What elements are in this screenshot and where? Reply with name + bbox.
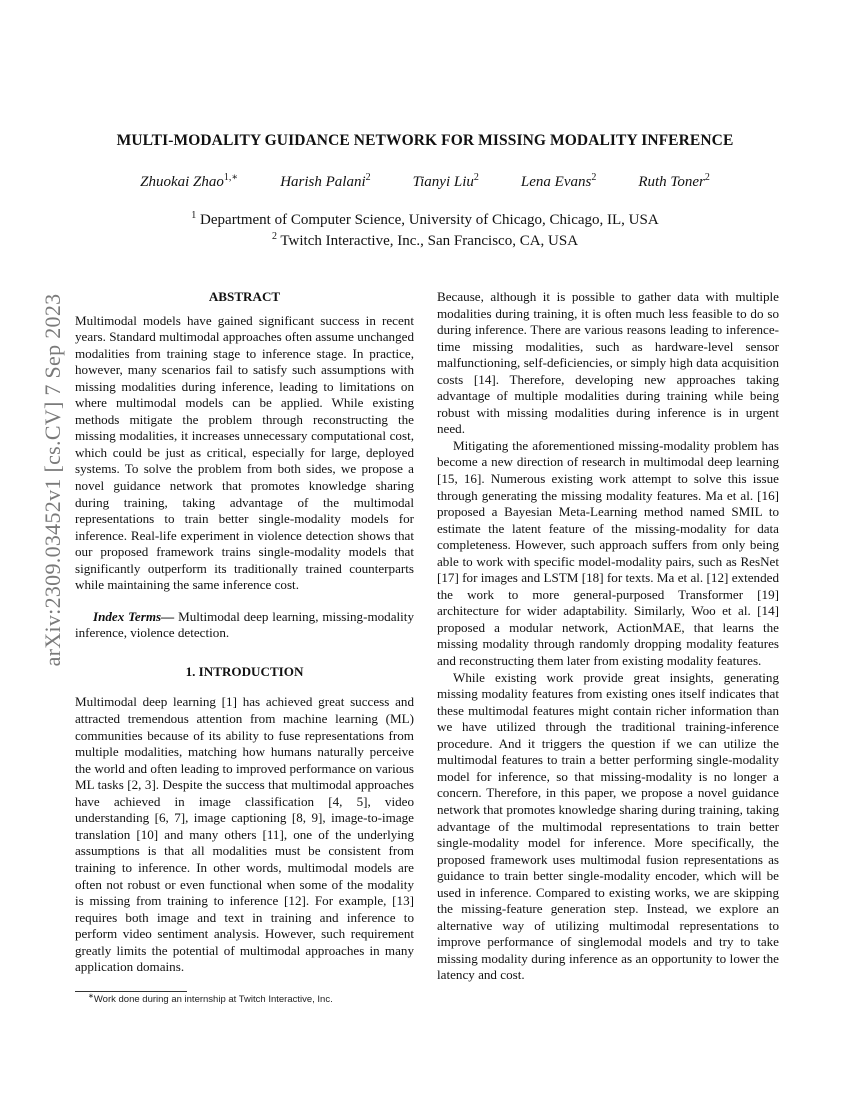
body-paragraph: While existing work provide great insights, generating missing modality features from existing ones itself indicates that these multimodal features might contain richer information than we have utilized through the traditional training-inference procedure. And it triggers the question if we can utilize the multimodal features to train a better performing single-modality model for inference, so that missing-modality is no longer a concern. Therefore, in this paper, we propose a novel guidance network that promotes knowledge sharing during training, taking advantage of the multimodal representations to train better single-modality model for inference. More specifically, the proposed framework uses multimodal fusion representations as guidance to train better single-modality encoder, which will be used in inference. Compared to existing works, we are skipping the missing-feature generation step. Instead, we explore an alternative way of utilizing multimodal representations to improve performance of singlemodal models and try to take missing modality during inference as an opportunity to lower the latency and cost. bbox=[437, 669, 779, 983]
index-terms-label: Index Terms— bbox=[93, 608, 175, 624]
author-name: Tianyi Liu bbox=[412, 174, 474, 190]
index-terms-text: Multimodal deep learning, missing-modality inference, violence detection. bbox=[75, 608, 414, 641]
author-affiliation-mark: 2 bbox=[704, 172, 710, 183]
author-affiliation-mark: 2 bbox=[591, 172, 597, 183]
author-affiliation-mark: 2 bbox=[473, 172, 479, 183]
abstract-text: Multimodal models have gained significant success in recent years. Standard multimodal approaches often assume unchanged modalities from training stage to inference stage. In practice, however, many scenarios fail to satisfy such assumptions with missing modalities during inference, leading to limitations on where multimodal models can be applied. While existing methods mitigate the problem through reconstructing the missing modalities, it increases unnecessary computational cost, which could be just as critical, especially for large, deployed systems. To solve the problem from both sides, we propose a novel guidance network that promotes knowledge sharing during training, taking advantage of the multimodal representations to train better single-modality models for inference. Real-life experiment in violence detection shows that our proposed framework trains single-modality models that significantly outperform its traditionally trained counterparts while maintaining the same inference cost. bbox=[75, 312, 414, 593]
left-column bbox=[75, 289, 414, 976]
author bbox=[280, 172, 370, 191]
author bbox=[638, 172, 710, 191]
body-paragraph: Mitigating the aforementioned missing-modality problem has become a new direction of research in multimodal deep learning [15, 16]. Numerous existing work attempt to solve this issue through generating the missing modality features. Ma et al. [16] proposed a Bayesian Meta-Learning method named SMIL to estimate the latent feature of the missing-modality for data completeness. However, such approach suffers from only being able to work with specific model-modality pairs, such as ResNet [17] for images and LSTM [18] for texts. Ma et al. [12] extended the work to more general-purposed Transformer [19] architecture for wider adaptability. Similarly, Woo et al. [14] proposed a modular network, ActionMAE, that learns the missing modality through randomly dropping modality features and reconstructing them later from existing modality features. bbox=[437, 437, 779, 669]
author-affiliation-mark: 1,∗ bbox=[223, 172, 239, 183]
author bbox=[140, 172, 238, 191]
index-terms bbox=[75, 609, 414, 642]
introduction-heading: 1. INTRODUCTION bbox=[185, 663, 304, 679]
footnote-text: Work done during an internship at Twitch Interactive, Inc. bbox=[93, 994, 333, 1006]
author bbox=[413, 172, 479, 191]
author-name: Ruth Toner bbox=[638, 174, 705, 190]
affiliation-text: Twitch Interactive, Inc., San Francisco, CA, USA bbox=[280, 233, 579, 249]
introduction-paragraph: Multimodal deep learning [1] has achieved great success and attracted tremendous attention from machine learning (ML) communities because of its ability to fuse representations from multiple modalities, matching how humans naturally perceive the world and often leading to improved performance on various ML tasks [2, 3]. Despite the success that multimodal approaches have achieved in image classification [4, 5], video understanding [6, 7], image captioning [8, 9], image-to-image translation [10] and many others [11], one of the underlying assumptions is that all modalities must be consistent from training to inference. In other words, multimodal models are often not robust or even functional when some of the modality is missing from training to inference [12]. For example, [13] requires both image and text in training and inference to perform video sentiment analysis. However, such requirement greatly limits the potential of multimodal approaches in many application domains. bbox=[75, 694, 414, 975]
paper-title: MULTI-MODALITY GUIDANCE NETWORK FOR MISSING MODALITY INFERENCE bbox=[116, 132, 734, 149]
affiliation-mark: 1 bbox=[191, 210, 197, 221]
footnote bbox=[88, 992, 333, 1005]
affiliation-text: Department of Computer Science, University of Chicago, Chicago, IL, USA bbox=[200, 212, 659, 228]
author bbox=[521, 172, 596, 191]
right-column bbox=[437, 289, 779, 984]
affiliation-mark: 2 bbox=[271, 231, 277, 242]
author-name: Harish Palani bbox=[280, 174, 366, 190]
affiliation bbox=[60, 210, 790, 229]
abstract-heading: ABSTRACT bbox=[208, 289, 281, 304]
arxiv-identifier: arXiv:2309.03452v1 [cs.CV] 7 Sep 2023 bbox=[40, 293, 65, 667]
author-affiliation-mark: 2 bbox=[365, 172, 371, 183]
author-name: Lena Evans bbox=[520, 174, 592, 190]
body-paragraph: Because, although it is possible to gather data with multiple modalities during training, it is often much less feasible to do so during inference. There are various reasons leading to inference-time missing modalities, such as hardware-level sensor malfunctioning, self-deficiencies, or simply high data acquisition costs [14]. Therefore, developing new approaches taking advantage of multiple modalities during training while being robust with missing modalities during inference is in urgent need. bbox=[437, 289, 779, 437]
author-name: Zhuokai Zhao bbox=[140, 174, 224, 190]
affiliation bbox=[60, 231, 790, 250]
footnote-mark: ∗ bbox=[88, 993, 94, 1000]
author-list bbox=[60, 172, 790, 191]
